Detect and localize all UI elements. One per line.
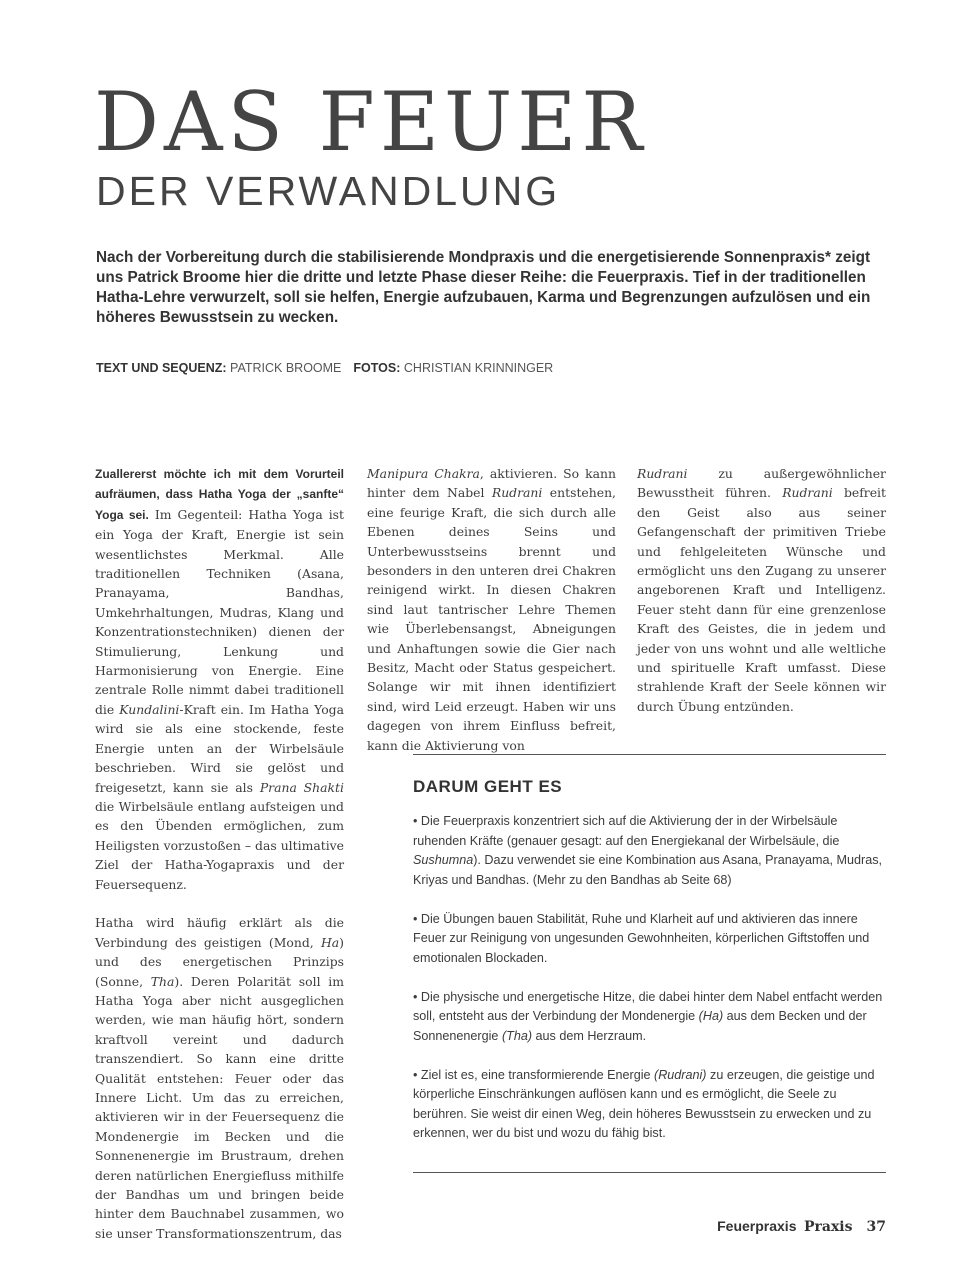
body-paragraph-3-continued xyxy=(637,464,886,716)
body-text: ) und des energetischen Prinzips (Sonne, xyxy=(95,934,344,989)
page-title: DAS FEUER xyxy=(94,76,648,170)
body-paragraph-3 xyxy=(367,464,616,755)
body-text: Hatha wird häufig erklärt als die Verbindung des geistigen (Mond, xyxy=(95,915,344,950)
box-bullet-list xyxy=(413,812,888,1163)
bullet-text: aus dem Herzraum. xyxy=(535,1028,647,1043)
credits-text-author: PATRICK BROOME xyxy=(230,361,342,375)
body-paragraph-2 xyxy=(95,913,344,1243)
bullet-text: • Ziel ist es, eine transformierende Energie xyxy=(413,1067,651,1082)
term-kundalini: Kundalini xyxy=(119,701,180,717)
bullet-text: • Die physische und energetische Hitze, die dabei hinter dem Nabel entfacht werden soll, entsteht aus der Verbindung der Mondenergie xyxy=(413,989,883,1023)
body-text: , aktivieren. So kann hinter dem Nabel xyxy=(367,466,616,501)
box-divider-top xyxy=(413,754,886,755)
term-tha: Tha xyxy=(150,973,175,989)
footer-section: Feuerpraxis xyxy=(717,1218,797,1234)
term-manipura-chakra: Manipura Chakra xyxy=(367,466,480,481)
credits-text-label: TEXT UND SEQUENZ: xyxy=(96,361,227,375)
page-footer xyxy=(717,1218,886,1236)
bullet-item-4 xyxy=(413,1066,888,1144)
lead-sentence: Zuallererst möchte ich mit dem Vorurteil aufräumen, dass Hatha Yoga der „sanfte“ Yoga sei. xyxy=(95,467,344,522)
body-text: zu außergewöhnlicher Bewusstheit führen. xyxy=(637,466,886,501)
box-divider-bottom xyxy=(413,1172,886,1173)
body-text: die Wirbelsäule entlang aufsteigen und es den Übenden ermöglichen, zum Heiligsten vorzustoßen – das ultimative Ziel der Hatha-Yogapraxis und der Feuersequenz. xyxy=(95,798,344,892)
body-text: -Kraft ein. Im Hatha Yoga wird sie als eine stockende, feste Energie unten an der Wirbelsäule beschrieben. Wird sie gelöst und freigesetzt, kann sie als xyxy=(95,701,344,795)
term-prana-shakti: Prana Shakti xyxy=(259,779,344,795)
page-subtitle: DER VERWANDLUNG xyxy=(96,168,561,214)
bullet-text: zu erzeugen, die geistige und körperliche Einschränkungen auflösen kann und es ermöglicht, die Seele zu berühren. Sie weist dir einen Weg, dein höheres Bewusstsein zu erwecken und zu erkennen, wer du bist und wozu du fähig bist. xyxy=(413,1067,875,1140)
intro-paragraph: Nach der Vorbereitung durch die stabilisierende Mondpraxis und die energetisierende Sonnenpraxis* zeigt uns Patrick Broome hier die dritte und letzte Phase dieser Reihe: die Feuerpraxis. Tief in der traditionellen Hatha-Lehre verwurzelt, soll sie helfen, Energie aufzubauen, Karma und Begrenzungen aufzulösen und ein höheres Bewusstsein zu wecken. xyxy=(96,249,871,326)
term-ha: (Ha) xyxy=(698,1009,724,1023)
body-text: ). Deren Polarität soll im Hatha Yoga aber nicht ausgeglichen werden, wie man häufig hört, sondern kraftvoll vereint und dadurch transzendiert. So kann eine dritte Qualität entstehen: Feuer oder das Innere Licht. Um das zu erreichen, aktivieren wir in der Feuersequenz die Mondenergie im Becken und die Sonnenenergie im Brustraum, drehen deren natürlichen Energiefluss mithilfe der Bandhas um und bringen beide hinter dem Bauchnabel zusammen, wo sie unser Transformationszentrum, das xyxy=(95,973,344,1241)
term-sushumna: Sushumna xyxy=(413,853,474,867)
term-rudrani: Rudrani xyxy=(637,466,688,481)
page-number: 37 xyxy=(866,1219,886,1235)
body-paragraph-1 xyxy=(95,464,344,894)
body-text: entstehen, eine feurige Kraft, die sich durch alle Ebenen deines Seins und Unterbewusstseins brennt und besonders in den unteren drei Chakren reinigend wirkt. In diesen Chakren sind laut tantrischer Lehre Themen wie Überlebensangst, Abneigungen und Anhaftungen sowie die Gier nach Besitz, Macht oder Status gespeichert. Solange wir mit ihnen identifiziert sind, wird Leid erzeugt. Haben wir uns dagegen von ihrem Einfluss befreit, kann die Aktivierung von xyxy=(367,485,616,753)
body-column-3 xyxy=(637,464,886,716)
credits-photo-label: FOTOS: xyxy=(353,361,401,375)
credits xyxy=(96,360,553,376)
term-rudrani: Rudrani xyxy=(782,485,833,501)
box-heading: DARUM GEHT ES xyxy=(413,777,563,796)
credits-photographer: CHRISTIAN KRINNINGER xyxy=(403,361,554,375)
bullet-text: • Die Feuerpraxis konzentriert sich auf die Aktivierung der in der Wirbelsäule ruhenden Kräfte (genauer gesagt: auf den Energiekanal der Wirbelsäule, die xyxy=(413,814,840,848)
bullet-text: aus dem Becken und der Sonnenenergie xyxy=(413,1009,867,1043)
term-rudrani: (Rudrani) xyxy=(654,1067,707,1082)
footer-category: Praxis xyxy=(803,1219,853,1235)
body-text: befreit den Geist also aus seiner Gefangenschaft der primitiven Triebe und fehlgeleiteten Wünsche und ermöglicht uns den Zugang zu unserer angeborenen Kraft und Intelligenz. Feuer steht dann für eine grenzenlose Kraft des Geistes, die in jedem und jeder von uns wohnt und alle weltliche und spirituelle Kraft umfasst. Diese strahlende Kraft der Seele können wir durch Übung entzünden. xyxy=(637,485,886,714)
bullet-item-1 xyxy=(413,812,888,890)
body-column-2 xyxy=(367,464,616,755)
bullet-item-2: • Die Übungen bauen Stabilität, Ruhe und Klarheit auf und aktivieren das innere Feuer zur Reinigung von ungesunden Gewohnheiten, körperlichen Giftstoffen und emotionalen Blockaden. xyxy=(413,911,870,965)
term-rudrani: Rudrani xyxy=(491,485,543,501)
body-column-1 xyxy=(95,464,344,1243)
bullet-text: ). Dazu verwendet sie eine Kombination aus Asana, Pranayama, Mudras, Kriyas und Bandhas. (Mehr zu den Bandhas ab Seite 68) xyxy=(413,853,883,887)
bullet-item-3 xyxy=(413,988,888,1047)
body-text: Im Gegenteil: Hatha Yoga ist ein Yoga der Kraft, Energie ist sein wesentlichstes Merkmal. Alle traditionellen Techniken (Asana, Pranayama, Bandhas, Umkehrhaltungen, Mudras, Klang und Konzentrationstechniken) dienen der Stimulierung, Lenkung und Harmonisierung von Energie. Eine zentrale Rolle nimmt dabei traditionell die xyxy=(95,506,344,717)
term-ha: Ha xyxy=(320,934,340,950)
term-tha: (Tha) xyxy=(501,1028,533,1043)
